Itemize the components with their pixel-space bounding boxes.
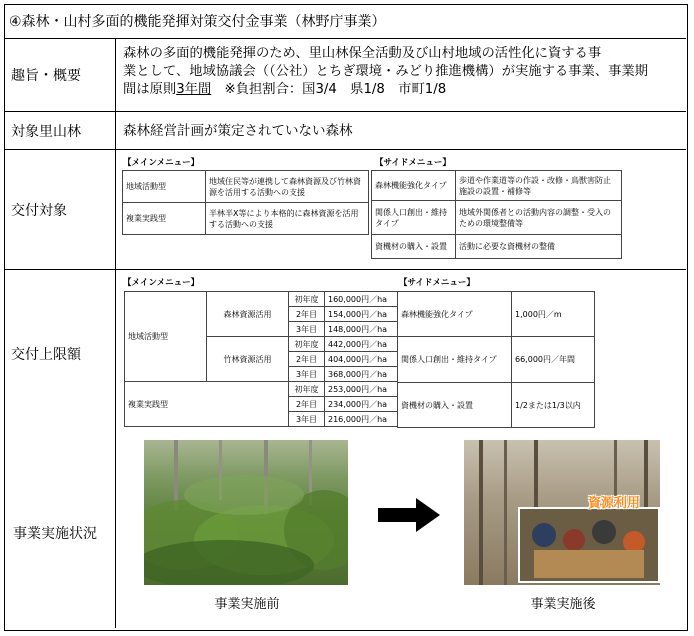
summary-line-3: 間は原則3年間 ※負担割合：国3/4 県1/8 市町1/8 [123, 82, 447, 97]
grant-target-side-table [371, 170, 622, 259]
table-row: 資機材の購入・設置 活動に必要な資機材の整備 [372, 235, 622, 259]
row-target-forest [5, 112, 686, 150]
table-row: 地域活動型 森林資源活用 初年度 160,000円／ha [125, 292, 398, 307]
table-row: 森林機能強化タイプ 1,000円／m [398, 292, 595, 337]
row-grant-limit-and-status [5, 270, 686, 628]
label-status: 事業実施状況 [13, 526, 97, 542]
grant-target-side-menu-heading: 【サイドメニュー】 [375, 158, 451, 168]
label-column [5, 270, 116, 628]
grant-limit-main-menu-heading: 【メインメニュー】 [123, 278, 200, 288]
grant-limit-side-table [397, 291, 595, 428]
table-row: 2年目 404,000円／ha [125, 352, 398, 367]
grant-target-main-menu-heading: 【メインメニュー】 [123, 158, 200, 168]
table-row: 2年目 234,000円／ha [125, 397, 398, 412]
row-summary [5, 39, 686, 112]
table-row: 資機材の購入・設置 1/2または1/3以内 [398, 383, 595, 428]
grant-limit-main-table [124, 291, 398, 427]
summary-content [117, 39, 686, 111]
before-caption: 事業実施前 [214, 597, 280, 612]
arrow-right-icon [378, 498, 440, 532]
after-photo-forest [464, 440, 660, 585]
label-grant-limit: 交付上限額 [11, 347, 81, 363]
target-forest-content: 森林経営計画が策定されていない森林 [123, 122, 353, 139]
table-row: 関係人口創出・維持タイプ 66,000円／年間 [398, 337, 595, 383]
after-caption: 事業実施後 [530, 597, 596, 612]
label-summary: 趣旨・概要 [5, 39, 116, 111]
summary-line-1: 森林の多面的機能発揮のため、里山林保全活動及び山村地域の活性化に資する事 [123, 46, 602, 61]
document-frame [4, 4, 688, 631]
table-row: 地域活動型 地域住民等が連携して森林資源及び竹林資源を活用する活動への支援 [123, 171, 369, 203]
table-row: 複業実践型 初年度 253,000円／ha [125, 382, 398, 397]
period-underlined: 3年間 [176, 82, 212, 97]
table-row: 竹林資源活用 初年度 442,000円／ha [125, 337, 398, 352]
label-grant-target: 交付対象 [5, 150, 116, 269]
after-photo [464, 440, 660, 585]
before-photo [144, 440, 348, 585]
table-row: 3年目 368,000円／ha [125, 367, 398, 382]
grant-limit-side-menu-heading: 【サイドメニュー】 [399, 278, 475, 288]
resource-use-badge: 資源利用 [588, 496, 641, 511]
table-row: 3年目 148,000円／ha [125, 322, 398, 337]
table-row: 複業実践型 半林半X等により本格的に森林資源を活用する活動への支援 [123, 203, 369, 235]
table-row: 森林機能強化タイプ 歩道や作業道等の作設・改修・鳥獣害防止施設の設置・補修等 [372, 171, 622, 201]
before-photo-foliage [144, 440, 348, 585]
label-target-forest: 対象里山林 [5, 112, 116, 149]
row-grant-target [5, 150, 686, 270]
summary-line-2: 業として、地域協議会（（公社）とちぎ環境・みどり推進機構）が実施する事業、事業期 [123, 64, 648, 79]
page-title: ④森林・山村多面的機能発揮対策交付金事業（林野庁事業） [5, 5, 686, 39]
table-row: 2年目 154,000円／ha [125, 307, 398, 322]
table-row: 関係人口創出・維持タイプ 地域外関係者との活動内容の調整・受入のための環境整備等 [372, 201, 622, 235]
table-row: 3年目 216,000円／ha [125, 412, 398, 427]
grant-target-main-table [122, 170, 369, 235]
